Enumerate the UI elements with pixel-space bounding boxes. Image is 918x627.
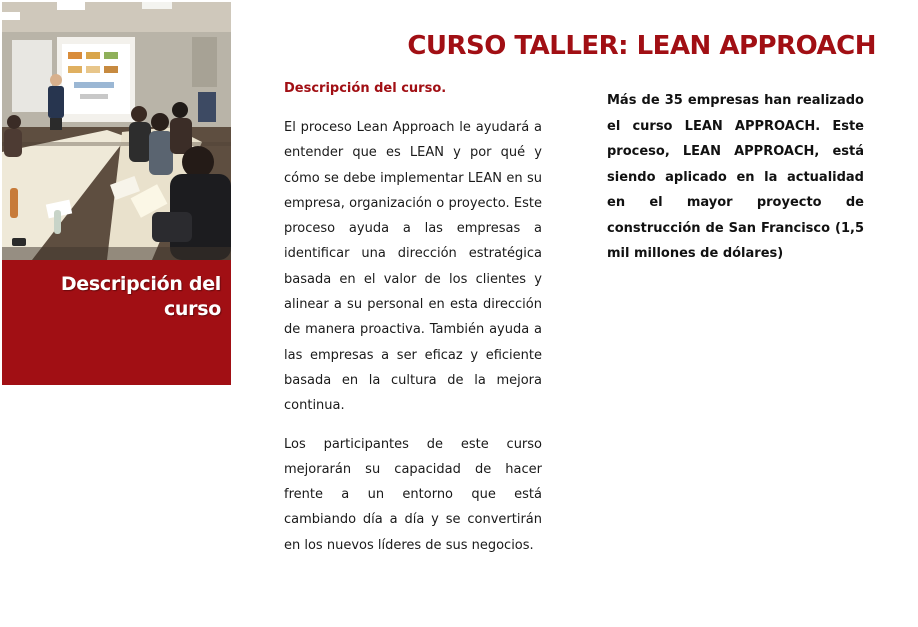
side-banner-title: Descripción del curso: [60, 273, 221, 320]
description-paragraph-2: Los participantes de este curso mejorarán su capacidad de hacer frente a un entorno que está cambiando día a día y se convertirán en los nuevos líderes de sus negocios.: [284, 436, 542, 553]
course-description-section: [284, 79, 542, 571]
highlight-text: Más de 35 empresas han realizado el curso LEAN APPROACH. Este proceso, LEAN APPROACH, está siendo aplicado en la actualidad en el mayor proyecto de construcción de San Francisco (1,5 mil millones de dólares): [607, 93, 864, 261]
description-paragraph-1: El proceso Lean Approach le ayudará a entender que es LEAN y por qué y cómo se debe implementar LEAN en su empresa, organización o proyecto. Este proceso ayuda a las empresas a identificar una dirección estratégica basada en el valor de los clientes y alinear a su personal en esta dirección de manera proactiva. También ayuda a las empresas a ser eficaz y eficiente basada en la cultura de la mejora continua.: [284, 120, 542, 414]
side-banner: [2, 260, 231, 385]
highlight-section: [607, 88, 864, 267]
classroom-photo: [2, 2, 231, 260]
section-heading: Descripción del curso.: [284, 81, 447, 96]
page-title: CURSO TALLER: LEAN APPROACH: [407, 31, 876, 61]
